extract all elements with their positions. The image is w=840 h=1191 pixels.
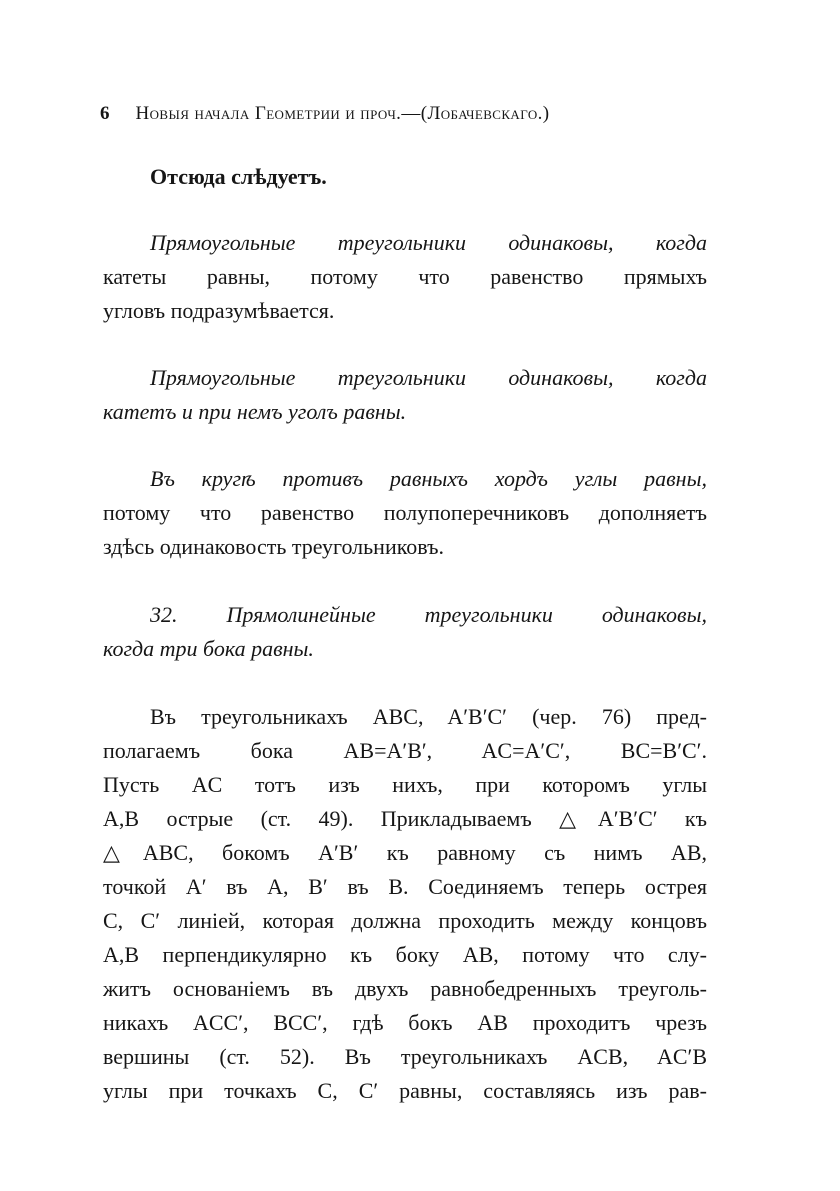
proof-line-6: точкой A′ въ A, B′ въ B. Соединяемъ теперь острея bbox=[103, 874, 707, 899]
page-number: 6 bbox=[100, 103, 110, 124]
running-header bbox=[100, 100, 712, 128]
paragraph-3-line-3: здѣсь одинаковость треугольниковъ. bbox=[103, 534, 444, 559]
proof-line-3: Пусть AC тотъ изъ нихъ, при которомъ углы bbox=[103, 772, 707, 797]
proof-line-11: вершины (ст. 52). Въ треугольникахъ ACB, AC′B bbox=[103, 1044, 707, 1069]
paragraph-3-line-2: потому что равенство полупоперечниковъ дополняетъ bbox=[103, 500, 707, 525]
proof-line-2: полагаемъ бока AB=A′B′, AC=A′C′, BC=B′C′. bbox=[103, 738, 707, 763]
theorem-32-line-2: когда три бока равны. bbox=[103, 636, 314, 661]
paragraph-1-line-3: угловъ подразумѣвается. bbox=[103, 298, 335, 323]
paragraph-2-line-1: Прямоугольные треугольники одинаковы, когда bbox=[150, 365, 707, 390]
proof-line-8: A,B перпендикулярно къ боку AB, потому что слу- bbox=[103, 942, 707, 967]
proof-line-5: △ABC, бокомъ A′B′ къ равному съ нимъ AB, bbox=[103, 840, 707, 865]
running-title: Новыя начала Геометрии и проч.—(Лобачевскаго.) bbox=[135, 103, 550, 124]
paragraph-2-line-2: катетъ и при немъ уголъ равны. bbox=[103, 399, 407, 424]
section-heading: Отсюда слѣдуетъ. bbox=[150, 164, 327, 189]
paragraph-1-line-1: Прямоугольные треугольники одинаковы, когда bbox=[150, 230, 707, 255]
proof-line-1: Въ треугольникахъ ABC, A′B′C′ (чер. 76) пред- bbox=[150, 704, 707, 729]
theorem-32-line-1: 32. Прямолинейные треугольники одинаковы, bbox=[150, 602, 707, 627]
paragraph-1-line-2: катеты равны, потому что равенство прямыхъ bbox=[103, 264, 707, 289]
proof-line-9: житъ основанiемъ въ двухъ равнобедренныхъ треуголь- bbox=[103, 976, 707, 1001]
paragraph-3-line-1: Въ кругѣ противъ равныхъ хордъ углы равны, bbox=[150, 466, 707, 491]
proof-line-4: A,B острые (ст. 49). Прикладываемъ △A′B′C′ къ bbox=[103, 806, 707, 831]
proof-line-10: никахъ ACC′, BCC′, гдѣ бокъ AB проходитъ чрезъ bbox=[103, 1010, 707, 1035]
proof-line-7: C, C′ линiей, которая должна проходить между концовъ bbox=[103, 908, 707, 933]
proof-line-12: углы при точкахъ C, C′ равны, составляясь изъ рав- bbox=[103, 1078, 707, 1103]
